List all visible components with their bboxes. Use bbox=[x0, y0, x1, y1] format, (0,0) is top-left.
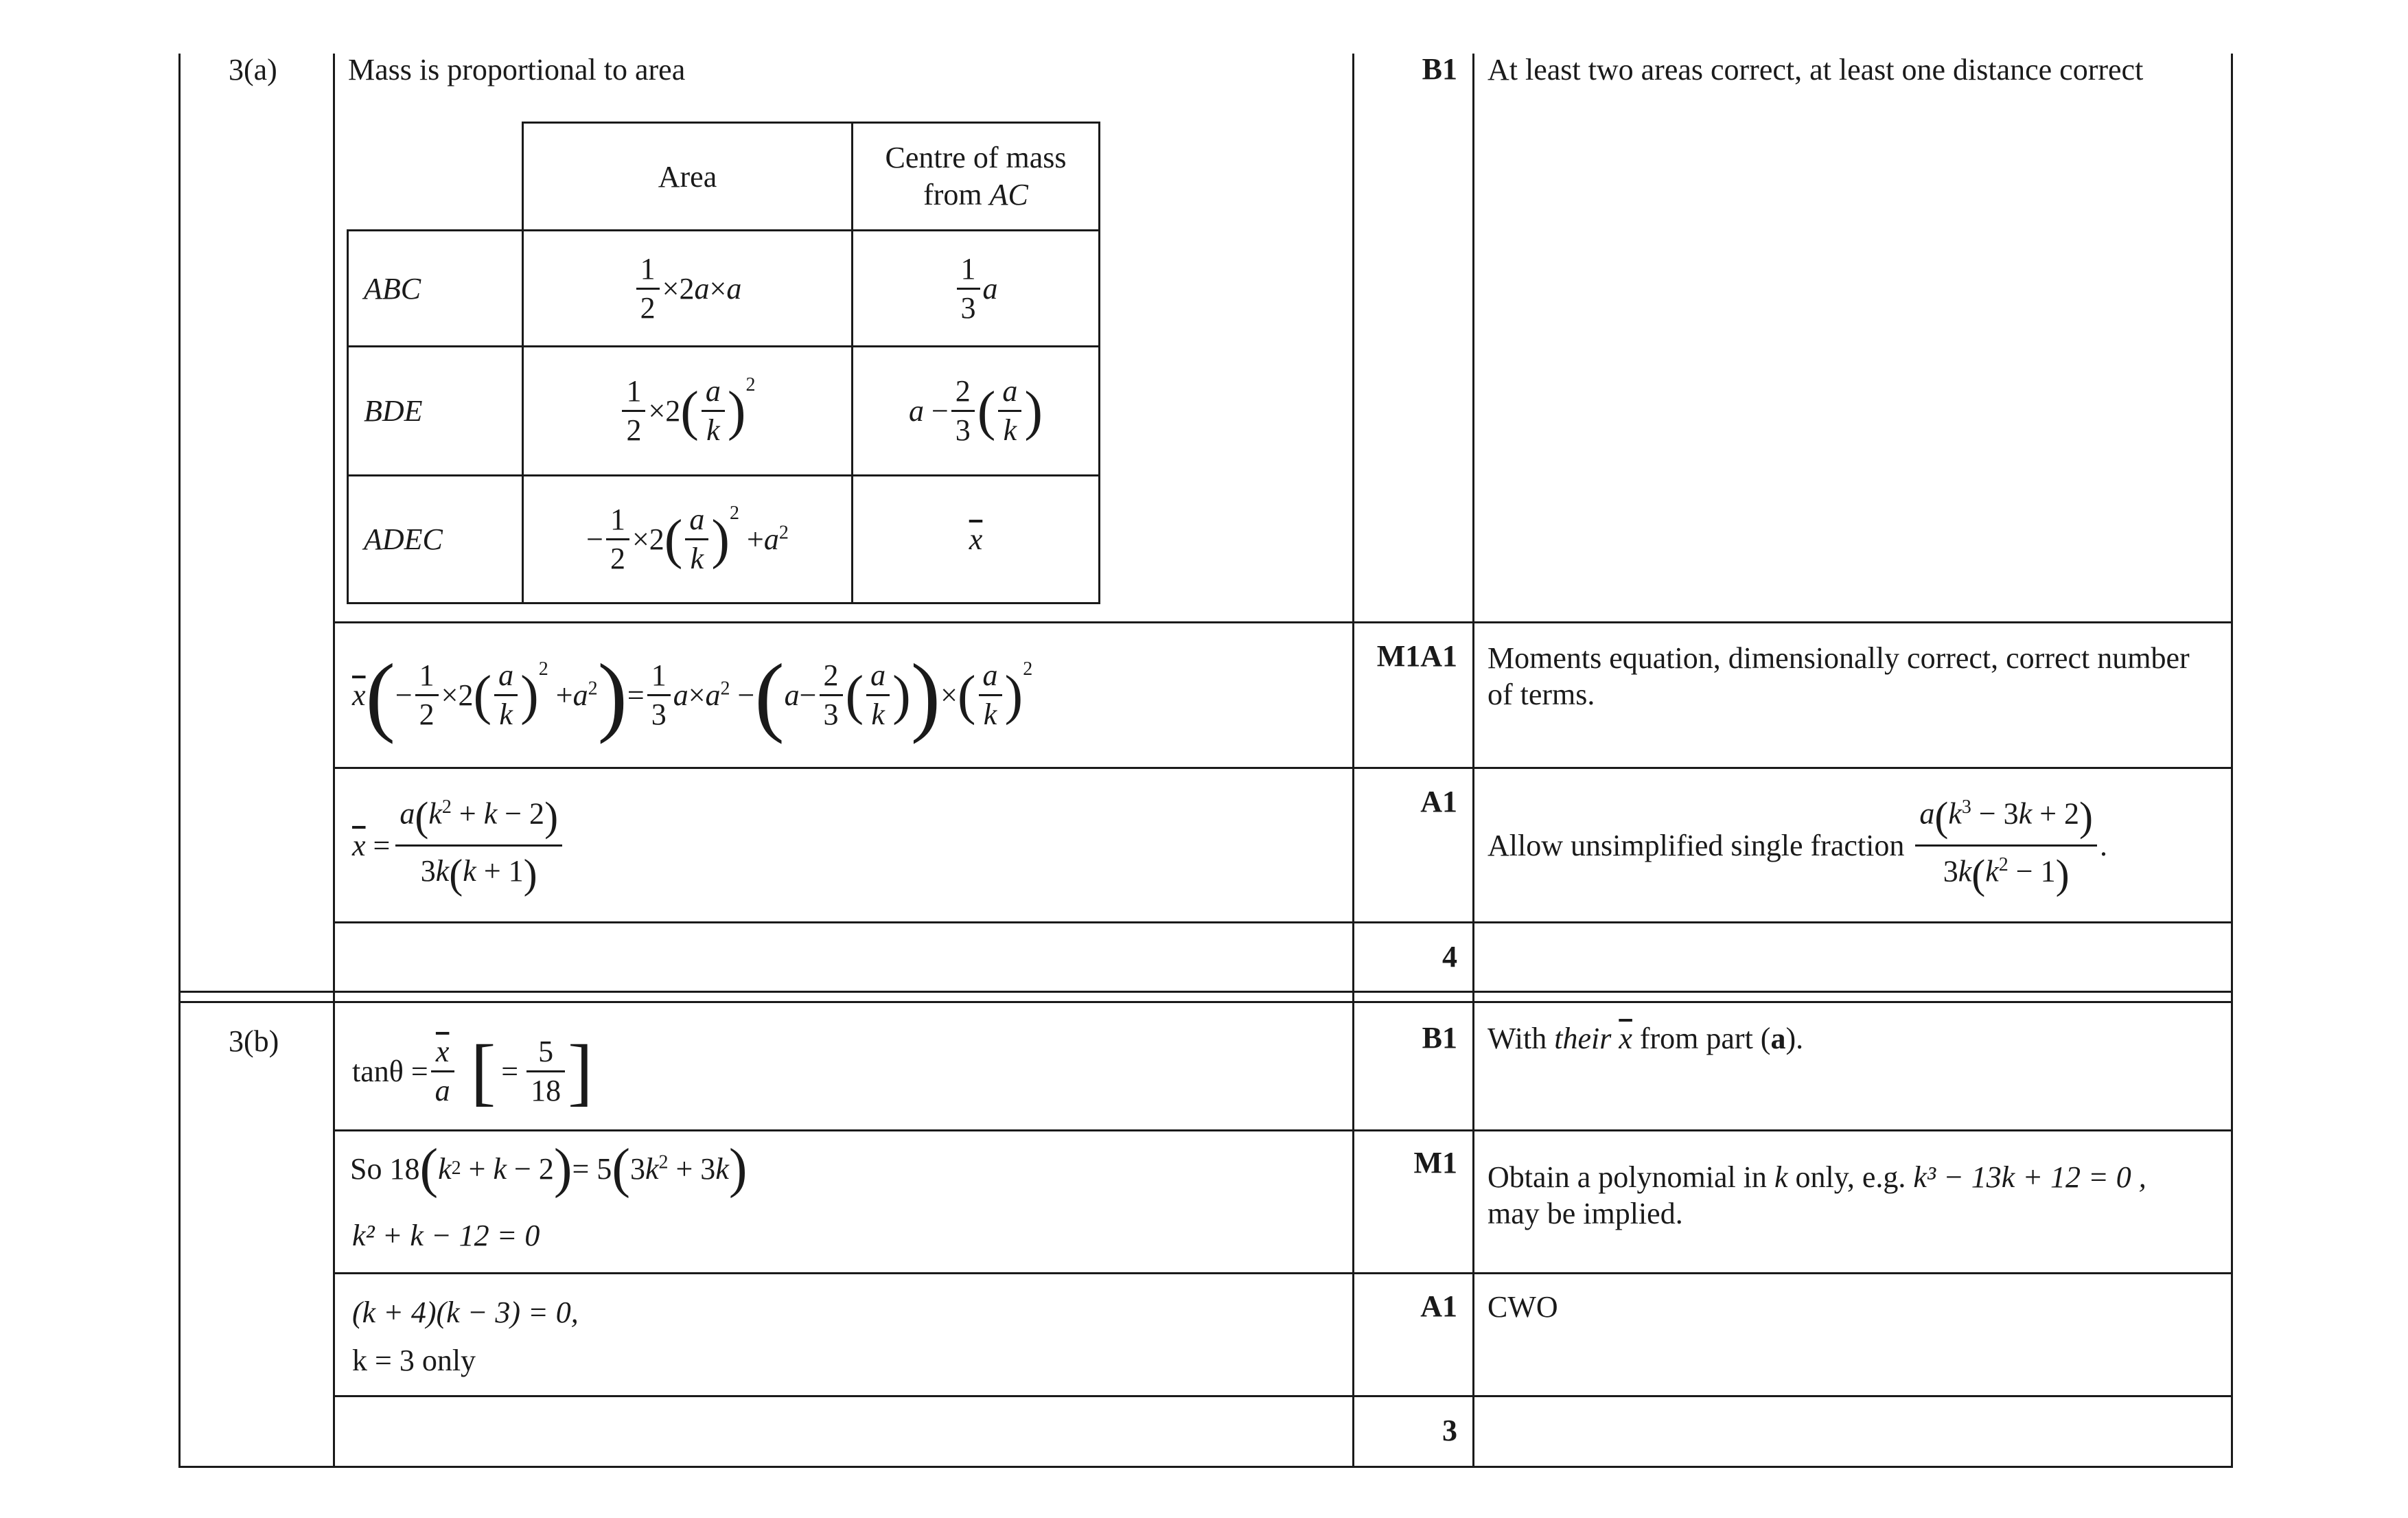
mark-total: 4 bbox=[1442, 940, 1457, 974]
header-area-label: Area bbox=[658, 159, 717, 194]
section-divider bbox=[178, 1001, 2233, 1003]
fraction: $\frac{1}{2}$ bbox=[636, 251, 660, 327]
row-name-abc: ABC bbox=[364, 271, 421, 306]
com-adec: $\overline{x}$ bbox=[969, 522, 983, 556]
note-m1a1-line2: of terms. bbox=[1487, 678, 1595, 711]
moments-equation: $\overline{x}$ ( − $\frac{1}{2}$ ×2 ( $\frac{a}{k}$ ) 2 $+a^2$ ) = $\frac{1}{3}$ $a\times a^2$ − ( a − $\frac{2}{3}$ ( $\frac{a}{k}$ ) ) × ( $\frac{a}{k}$ ) 2 bbox=[352, 645, 1033, 745]
note-b1-prefix: With bbox=[1487, 1022, 1547, 1055]
com-bde: a − $\frac{2}{3}$ ( $\frac{a}{k}$ ) bbox=[853, 347, 1098, 474]
note-m1-b-line2: may be implied. bbox=[1487, 1197, 1683, 1230]
area-adec: − $\frac{1}{2}$ ×2 ( $\frac{a}{k}$ ) 2 $+a^2$ bbox=[524, 476, 851, 602]
row-divider bbox=[333, 1395, 2233, 1397]
mark-m1-b: M1 bbox=[1413, 1146, 1457, 1180]
note-b1-part: a bbox=[1770, 1022, 1786, 1055]
question-label-b: 3(b) bbox=[229, 1024, 279, 1058]
fraction: $\frac{1}{2}$ bbox=[622, 373, 645, 449]
area-abc: $\frac{1}{2}$ ×2a×a bbox=[524, 231, 851, 345]
intro-text: Mass is proportional to area bbox=[348, 53, 686, 87]
header-com-line2 bbox=[923, 176, 1028, 214]
col-question-border bbox=[333, 54, 335, 1468]
fraction: $\frac{1}{2}$ bbox=[606, 501, 629, 577]
fraction: $\frac{a}{k}$ bbox=[866, 657, 890, 733]
fraction: $\frac{5}{18}$ bbox=[526, 1033, 565, 1109]
note-m1-k: k bbox=[1774, 1160, 1788, 1194]
fraction: $\frac{2}{3}$ bbox=[820, 657, 843, 733]
fraction: $\frac{a(k^2 + k - 2)}{3k(k + 1)}$ bbox=[395, 789, 562, 901]
row-divider bbox=[333, 921, 2233, 923]
fraction: $\frac{2}{3}$ bbox=[951, 373, 975, 449]
note-a1-text: Allow unsimplified single fraction bbox=[1487, 828, 1905, 862]
mark-total-b: 3 bbox=[1442, 1414, 1457, 1447]
header-centre-of-mass bbox=[853, 124, 1098, 229]
fraction: $\frac{a}{k}$ bbox=[702, 373, 725, 449]
area-bde: $\frac{1}{2}$ ×2 ( $\frac{a}{k}$ ) 2 bbox=[524, 347, 851, 474]
inner-table-bottom bbox=[347, 602, 1100, 604]
header-com-var: AC bbox=[989, 178, 1028, 211]
note-b1-suffix: from part bbox=[1639, 1022, 1753, 1055]
note-m1-b-line1 bbox=[1487, 1159, 2146, 1196]
header-com-line1: Centre of mass bbox=[885, 141, 1067, 174]
so-prefix: So 18 bbox=[350, 1151, 420, 1186]
note-m1-text: Obtain a polynomial in bbox=[1487, 1160, 1767, 1194]
bracket-equals: = bbox=[501, 1054, 519, 1088]
note-m1-only: only, e.g. bbox=[1795, 1160, 1906, 1194]
fraction: $\frac{a}{k}$ bbox=[685, 501, 708, 577]
question-label: 3(a) bbox=[229, 53, 277, 87]
solution-line: k = 3 only bbox=[352, 1344, 476, 1377]
factor-line: (k + 4)(k − 3) = 0, bbox=[352, 1296, 579, 1329]
outer-right-border bbox=[2231, 54, 2233, 1468]
mark-a1: A1 bbox=[1420, 785, 1457, 818]
fraction: $\frac{1}{2}$ bbox=[415, 657, 439, 733]
row-divider bbox=[333, 1272, 2233, 1274]
header-com-prefix: from bbox=[923, 178, 990, 211]
row-divider bbox=[333, 621, 2233, 623]
mark-a1-b: A1 bbox=[1420, 1289, 1457, 1323]
fraction: $\frac{a}{k}$ bbox=[998, 373, 1021, 449]
note-m1a1-line1: Moments equation, dimensionally correct, correct number bbox=[1487, 641, 2190, 675]
fraction: $\frac{\overline{x}}{a}$ bbox=[431, 1033, 454, 1109]
so-equation: So 18 ( k 2 + k − 2 ) = 5 ( $3k^2 + 3k$ ) bbox=[350, 1138, 748, 1199]
com-abc: $\frac{1}{3}$ a bbox=[853, 231, 1098, 345]
note-m1-eq: k³ − 13k + 12 = 0 , bbox=[1913, 1160, 2146, 1194]
row-name-adec: ADEC bbox=[364, 522, 443, 556]
section-divider bbox=[178, 991, 2233, 993]
fraction: $\frac{a}{k}$ bbox=[979, 657, 1002, 733]
outer-left-border bbox=[178, 54, 181, 1468]
note-b1: At least two areas correct, at least one distance correct bbox=[1487, 53, 2144, 87]
note-b1-their: their bbox=[1554, 1022, 1612, 1055]
fraction: $\frac{a(k^3 - 3k + 2)}{3k(k^2 - 1)}$ bbox=[1915, 789, 2097, 901]
mark-b1: B1 bbox=[1422, 52, 1457, 86]
header-area bbox=[524, 124, 851, 229]
result-xbar: $\overline{x}$ = $\frac{a(k^2 + k - 2)}{3k(k + 1)}$ bbox=[352, 769, 565, 921]
bottom-border bbox=[178, 1466, 2233, 1468]
fraction: $\frac{a}{k}$ bbox=[494, 657, 518, 733]
fraction: $\frac{1}{3}$ bbox=[647, 657, 671, 733]
col-answer-border bbox=[1352, 54, 1354, 1468]
quadratic-line: k² + k − 12 = 0 bbox=[352, 1219, 540, 1252]
fraction: $\frac{1}{3}$ bbox=[957, 251, 980, 327]
col-marks-border bbox=[1472, 54, 1474, 1468]
row-name-bde: BDE bbox=[364, 394, 423, 428]
note-a1: Allow unsimplified single fraction $\frac{a(k^3 - 3k + 2)}{3k(k^2 - 1)}$ . bbox=[1487, 769, 2107, 921]
note-b1-b: With their $\overline{x}$ from part (a). bbox=[1487, 1022, 1804, 1055]
inner-table-right bbox=[1098, 122, 1100, 604]
mark-m1a1: M1A1 bbox=[1376, 639, 1457, 673]
tan-lhs: tanθ = bbox=[352, 1054, 428, 1088]
tan-equation: tanθ = $\frac{\overline{x}}{a}$ [ = $\frac{5}{18}$ ] bbox=[352, 1029, 593, 1113]
mark-b1-b: B1 bbox=[1422, 1021, 1457, 1055]
note-a1-b: CWO bbox=[1487, 1290, 1558, 1324]
row-divider bbox=[333, 1129, 2233, 1131]
